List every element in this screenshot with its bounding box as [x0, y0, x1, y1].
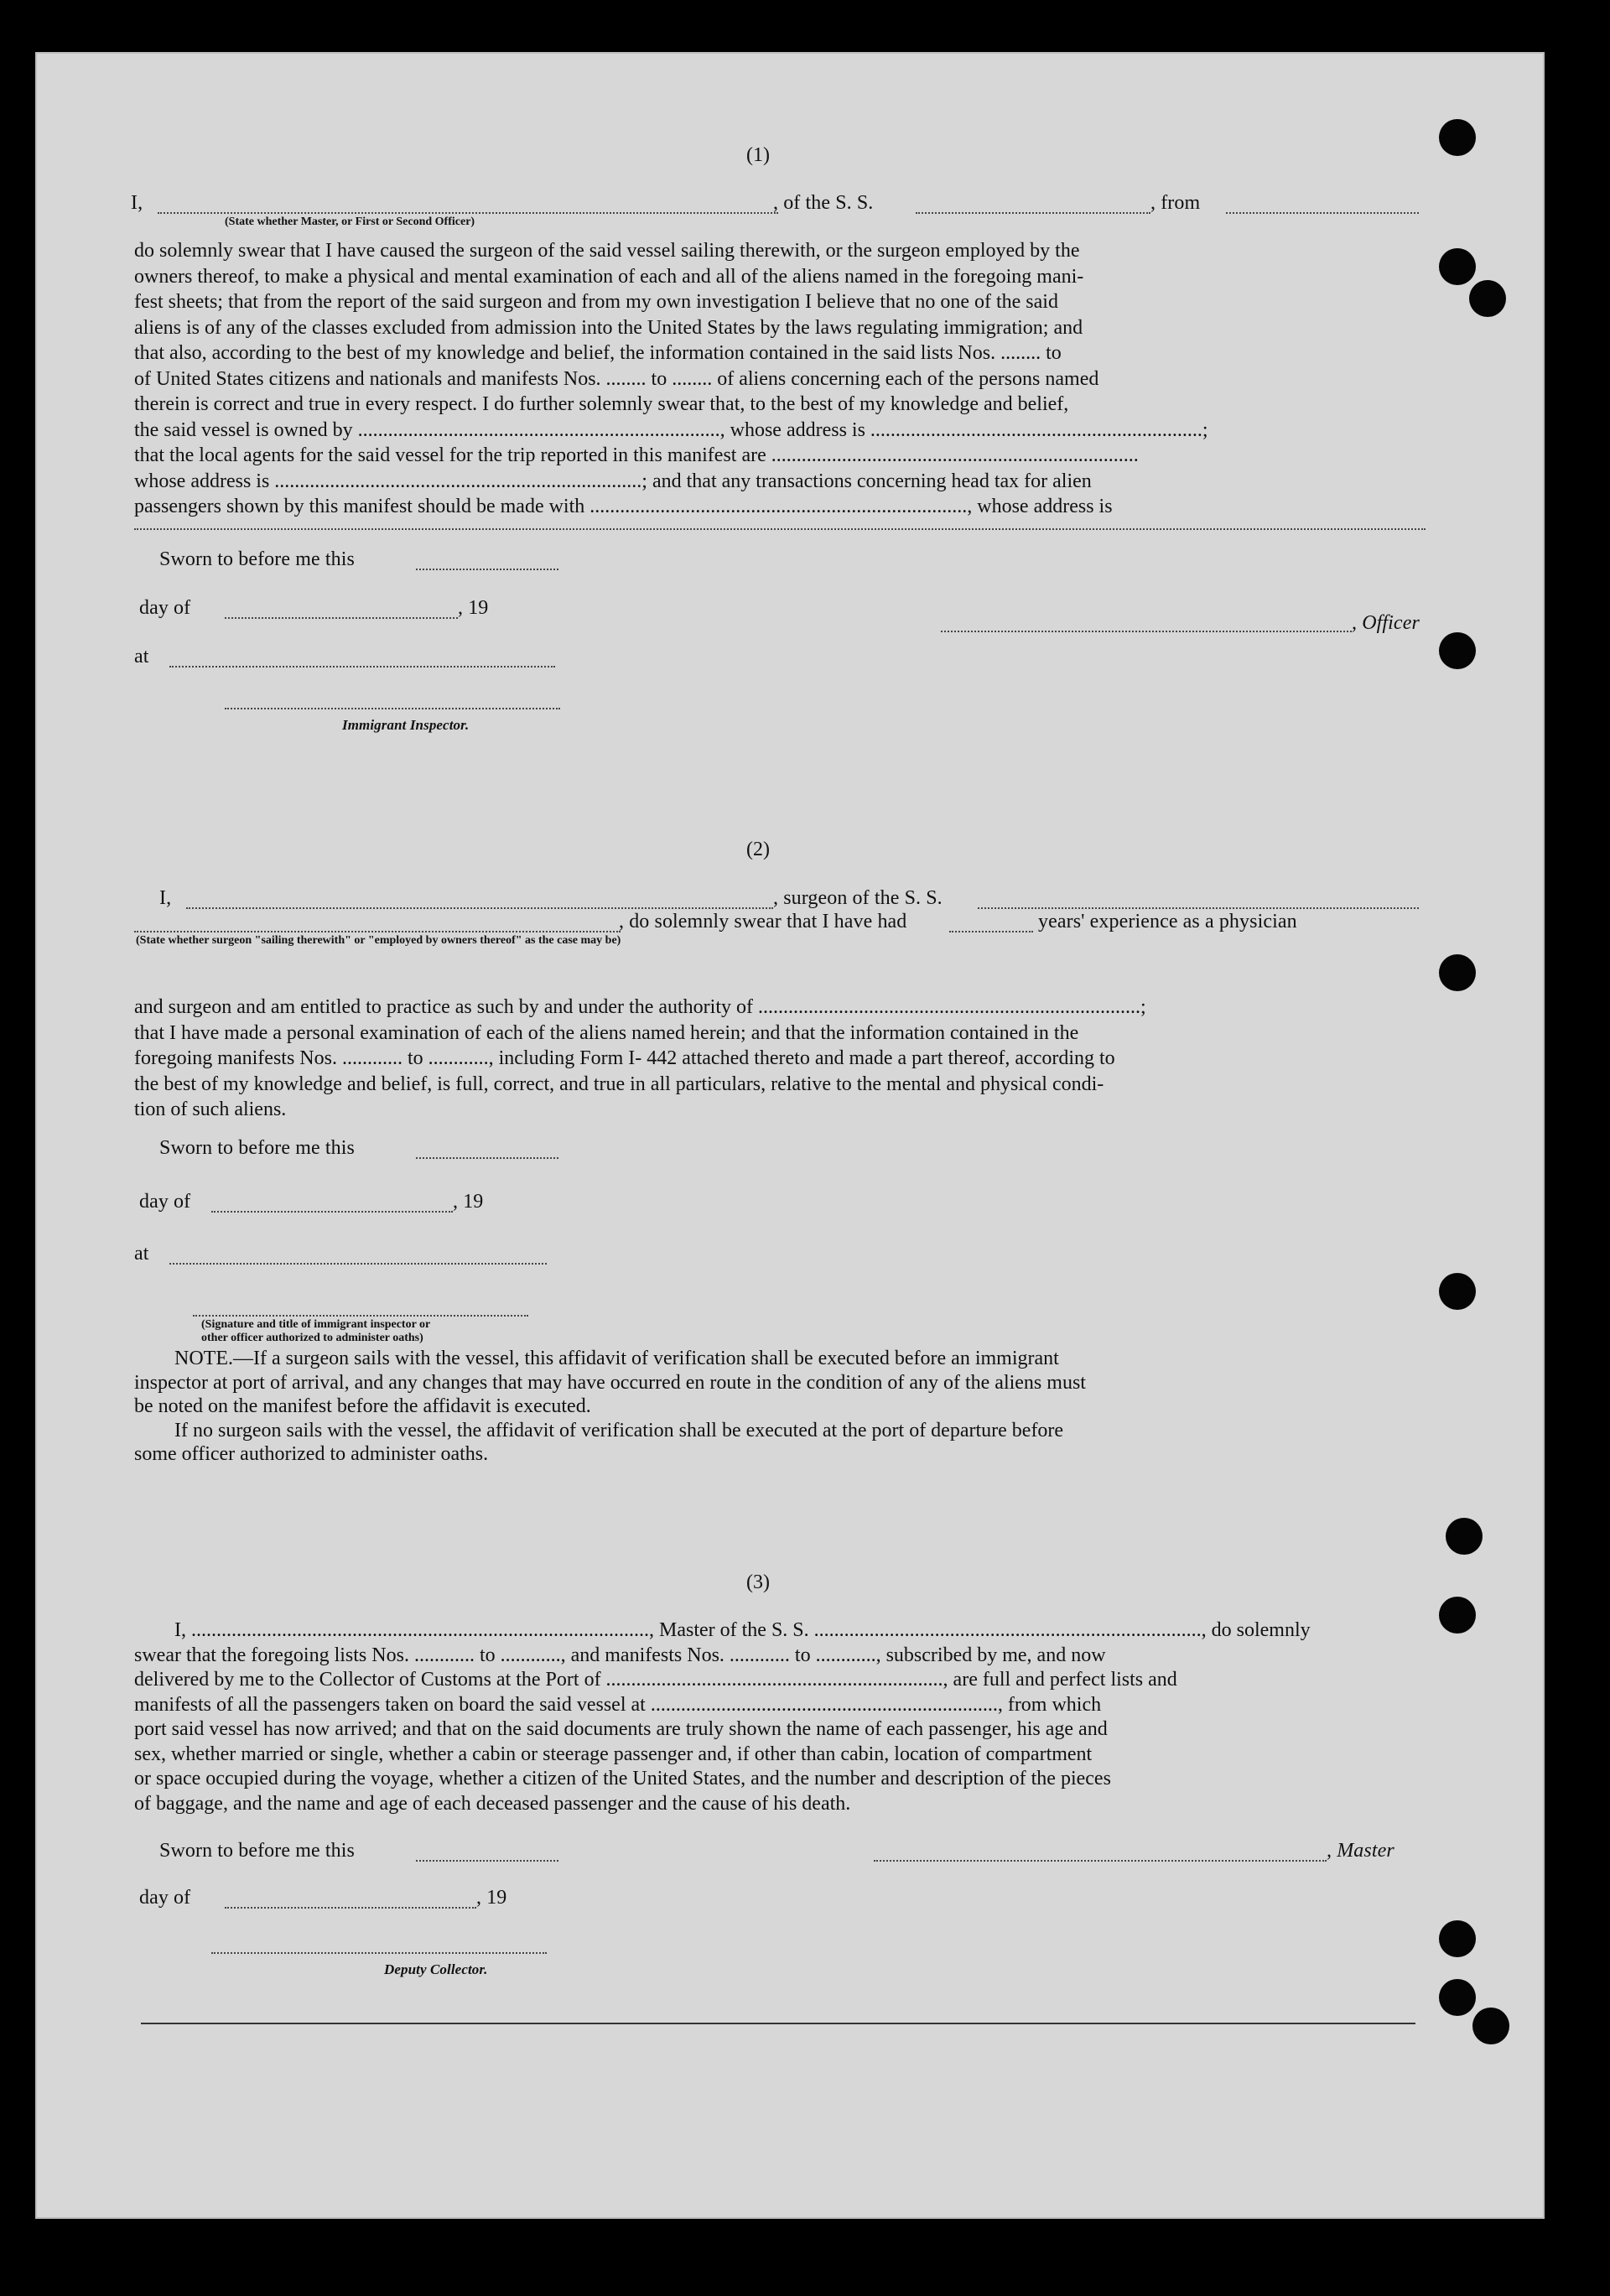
section-1-at-label: at — [134, 646, 149, 668]
surgeon-status-caption: (State whether surgeon "sailing therewith" or "employed by owners thereof" as the case may be) — [136, 934, 621, 947]
section-3-year-label: , 19 — [476, 1887, 507, 1909]
contact-address-field[interactable] — [134, 528, 1426, 530]
section-2-signature-caption-1: (Signature and title of immigrant inspector or — [201, 1318, 431, 1331]
ship-name-field[interactable] — [916, 212, 1150, 214]
section-1-sworn-date-field[interactable] — [416, 569, 558, 570]
officer-label: , Officer — [1352, 612, 1420, 634]
punch-hole — [1439, 1597, 1476, 1634]
punch-hole — [1469, 280, 1506, 317]
punch-hole — [1439, 119, 1476, 156]
inspector-signature-field[interactable] — [225, 708, 560, 709]
section-1-year-label: , 19 — [458, 597, 489, 619]
section-3-month-field[interactable] — [225, 1907, 476, 1909]
section-1-from-label: , from — [1150, 192, 1201, 214]
bottom-rule — [141, 2023, 1415, 2024]
section-3-day-of-label: day of — [139, 1887, 191, 1909]
section-2-sworn-date-field[interactable] — [416, 1157, 558, 1159]
punch-hole — [1439, 1273, 1476, 1310]
punch-hole — [1439, 248, 1476, 285]
punch-hole — [1439, 954, 1476, 991]
master-label: , Master — [1327, 1840, 1394, 1862]
section-2-number: (2) — [746, 839, 770, 860]
years-experience-field[interactable] — [949, 931, 1033, 932]
section-2-place-field[interactable] — [169, 1263, 547, 1265]
section-1-sworn-label: Sworn to before me this — [159, 548, 355, 570]
section-2-sworn-label: Sworn to before me this — [159, 1137, 355, 1159]
section-1-ship-label: , of the S. S. — [773, 192, 874, 214]
role-caption: (State whether Master, or First or Second Officer) — [225, 216, 475, 228]
role-field[interactable] — [158, 212, 778, 214]
section-3-sworn-label: Sworn to before me this — [159, 1840, 355, 1862]
section-2-physician-label: years' experience as a physician — [1038, 911, 1297, 932]
section-2-signature-field[interactable] — [193, 1315, 528, 1317]
section-1-oath-paragraph: do solemnly swear that I have caused the surgeon of the said vessel sailing therewith, or the surgeon employed by the owners thereof, to make a physical and mental examination of each and all of the aliens named in the foregoing mani- fest sheets; that from the report of the said surgeon and from my own investigation I believe that no one of the said aliens is of any of the classes excluded from admission into the United States by the laws regulating immigration; and that also, according to the best of my knowledge and belief, the information contained in the said lists Nos. ........ to of United States citizens and nationals and manifests Nos. ........ to ........ of aliens concerning each of the persons named therein is correct and true in every respect. I do further solemnly swear that, to the best of my knowledge and belief, the said vessel is owned by ........................................................................, whose address is ..................................................................; that the local agents for the said vessel for the trip reported in this manifest are ......................................................................... whose address is .........................................................................; and that any transactions concerning head tax for alien passengers shown by this manifest should be made with ..........................................................................., whose address is — [134, 240, 1208, 517]
section-1-day-of-label: day of — [139, 597, 191, 619]
section-2-experience-label: , do solemnly swear that I have had — [619, 911, 907, 932]
note-paragraph: NOTE.—If a surgeon sails with the vessel, this affidavit of verification shall be executed before an immigrant inspector at port of arrival, and any changes that may have occurred en route in the condition of any of the aliens must be noted on the manifest before the affidavit is executed. If no surgeon sails with the vessel, the affidavit of verification shall be executed at the port of departure before some officer authorized to administer oaths. — [134, 1348, 1086, 1465]
section-2-day-of-label: day of — [139, 1191, 191, 1213]
surgeon-status-field[interactable] — [134, 931, 621, 932]
inspector-label: Immigrant Inspector. — [342, 717, 470, 733]
from-port-field[interactable] — [1226, 212, 1419, 214]
section-3-number: (3) — [746, 1571, 770, 1593]
deputy-collector-label: Deputy Collector. — [384, 1961, 488, 1977]
section-3-sworn-date-field[interactable] — [416, 1860, 558, 1862]
section-1-number: (1) — [746, 144, 770, 166]
section-2-intro-i: I, — [159, 887, 172, 909]
section-1-month-field[interactable] — [225, 617, 458, 619]
section-2-year-label: , 19 — [453, 1191, 484, 1213]
officer-signature-field[interactable] — [941, 631, 1352, 632]
deputy-collector-signature-field[interactable] — [211, 1952, 547, 1954]
punch-hole — [1472, 2008, 1509, 2044]
section-2-ship-label: , surgeon of the S. S. — [773, 887, 943, 909]
document-page — [35, 52, 1545, 2219]
section-1-intro-i: I, — [131, 192, 143, 214]
master-signature-field[interactable] — [874, 1860, 1327, 1862]
section-1-place-field[interactable] — [169, 666, 555, 668]
punch-hole — [1439, 1979, 1476, 2016]
punch-hole — [1446, 1518, 1483, 1555]
section-2-at-label: at — [134, 1243, 149, 1265]
section-2-oath-paragraph: and surgeon and am entitled to practice as such by and under the authority of ............................................................................; that I have made a personal examination of each of the aliens named herein; and that the information contained in the foregoing manifests Nos. ............ to ............, including Form I- 442 attached thereto and made a part thereof, according to the best of my knowledge and belief, is full, correct, and true in all particulars, relative to the mental and physical condi- tion of such aliens. — [134, 996, 1146, 1120]
punch-hole — [1439, 632, 1476, 669]
section-3-oath-paragraph: I, ..........................................................................................., Master of the S. S. ............................................................................., do solemnly swear that the foregoing lists Nos. ............ to ............, and manifests Nos. ............ to ............, subscribed by me, and now delivered by me to the Collector of Customs at the Port of ..................................................................., are full and perfect lists and manifests of all the passengers taken on board the said vessel at ....................................................................., from which port said vessel has now arrived; and that on the said documents are truly shown the name of each passenger, his age and sex, whether married or single, whether a cabin or steerage passenger and, if other than cabin, location of compartment or space occupied during the voyage, whether a citizen of the United States, and the number and description of the pieces of baggage, and the name and age of each deceased passenger and the cause of his death. — [134, 1619, 1311, 1815]
section-2-month-field[interactable] — [211, 1211, 453, 1213]
section-2-signature-caption-2: other officer authorized to administer oaths) — [201, 1332, 423, 1344]
punch-hole — [1439, 1920, 1476, 1957]
